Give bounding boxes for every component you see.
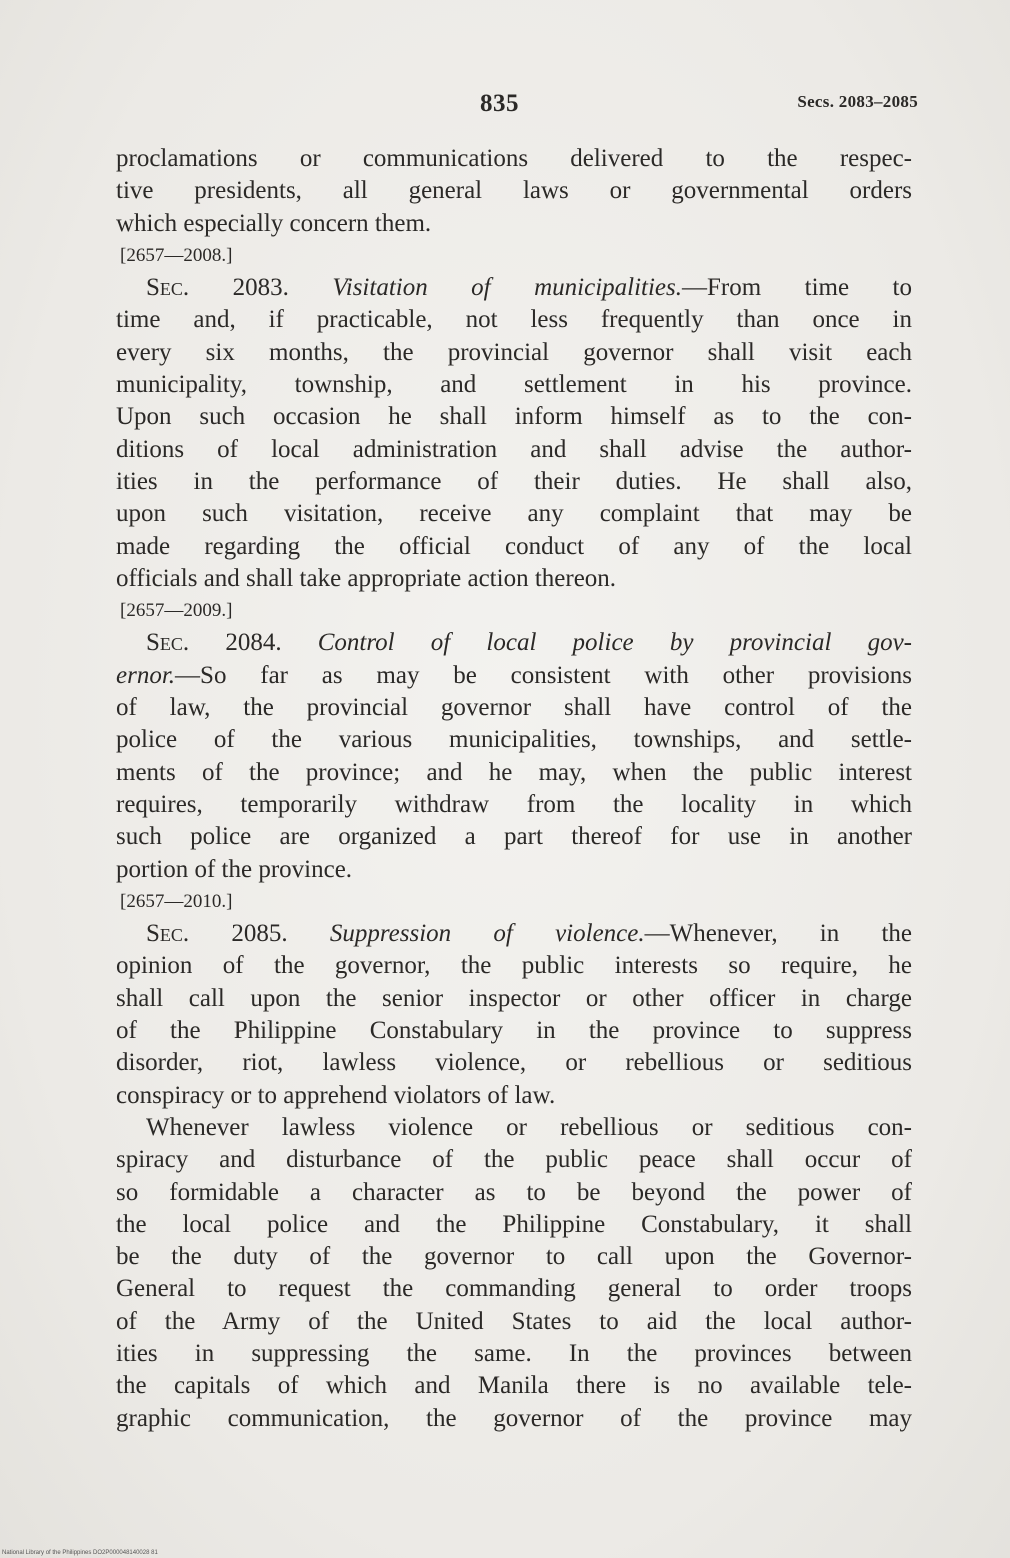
section-title: Control of local police by provincial gov- [317, 629, 913, 657]
citation: [2657—2008.] [120, 244, 233, 266]
running-head: Secs. 2083–2085 [797, 92, 918, 111]
section-title: ernor. [116, 661, 176, 689]
section-heading-line [116, 272, 912, 304]
section-number: Sec. 2083. [146, 274, 289, 302]
text-line: ments of the province; and he may, when the public interest [116, 758, 912, 786]
text-line: police of the various municipalities, townships, and settle- [116, 726, 912, 754]
text-line: conspiracy or to apprehend violators of law. [116, 1081, 556, 1109]
section-text: —From time to [682, 274, 912, 302]
text-line: of law, the provincial governor shall have control of the [116, 694, 912, 722]
section-heading-line [116, 918, 912, 950]
text-line: the local police and the Philippine Constabulary, it shall [116, 1210, 912, 1238]
section-title: Visitation of municipalities. [332, 274, 682, 302]
section-heading-line [116, 660, 912, 692]
text-line: so formidable a character as to be beyond the power of [116, 1178, 912, 1206]
text-line: of the Army of the United States to aid the local author- [116, 1307, 912, 1335]
section-number: Sec. 2085. [146, 920, 288, 948]
section-title: Suppression of violence. [329, 920, 645, 948]
citation: [2657—2009.] [120, 600, 233, 622]
text-line: requires, temporarily withdraw from the locality in which [116, 790, 912, 818]
text-line: ities in suppressing the same. In the provinces between [116, 1339, 912, 1367]
text-line: General to request the commanding general to order troops [116, 1275, 912, 1303]
text-line: opinion of the governor, the public interests so require, he [116, 952, 912, 980]
text-line: be the duty of the governor to call upon the Governor- [116, 1243, 912, 1271]
section-text: —Whenever, in the [644, 920, 913, 948]
text-line: proclamations or communications delivered to the respec- [116, 145, 912, 172]
text-line: ditions of local administration and shall advise the author- [116, 435, 912, 463]
citation: [2657—2010.] [120, 890, 233, 912]
text-line: Whenever lawless violence or rebellious or seditious con- [146, 1113, 912, 1141]
text-line: officials and shall take appropriate action thereon. [116, 564, 617, 592]
text-line: such police are organized a part thereof for use in another [116, 823, 912, 851]
page-header [0, 90, 1010, 130]
text-line: ities in the performance of their duties. He shall also, [116, 467, 912, 495]
scan-footer: National Library of the Philippines DO2P000048140028 81 [2, 1550, 158, 1556]
text-line: every six months, the provincial governor shall visit each [116, 338, 912, 366]
page-number: 835 [480, 90, 519, 117]
text-line: which especially concern them. [116, 209, 432, 237]
text-line: made regarding the official conduct of any of the local [116, 532, 912, 560]
text-line: graphic communication, the governor of the province may [116, 1404, 912, 1432]
text-line: disorder, riot, lawless violence, or rebellious or seditious [116, 1049, 912, 1077]
text-line: the capitals of which and Manila there is no available tele- [116, 1372, 912, 1400]
text-line: tive presidents, all general laws or governmental orders [116, 177, 912, 205]
section-number: Sec. 2084. [146, 629, 282, 657]
text-line: time and, if practicable, not less frequently than once in [116, 306, 912, 334]
text-line: upon such visitation, receive any complaint that may be [116, 500, 912, 528]
section-heading-line [116, 627, 912, 659]
text-line: Upon such occasion he shall inform himself as to the con- [116, 403, 912, 431]
text-line: spiracy and disturbance of the public peace shall occur of [116, 1146, 912, 1174]
text-line: municipality, township, and settlement in his province. [116, 371, 912, 399]
text-line: of the Philippine Constabulary in the province to suppress [116, 1017, 912, 1045]
body-text [116, 143, 912, 1435]
section-text: —So far as may be consistent with other provisions [175, 661, 912, 689]
text-line: shall call upon the senior inspector or other officer in charge [116, 984, 912, 1012]
text-line: portion of the province. [116, 855, 353, 883]
